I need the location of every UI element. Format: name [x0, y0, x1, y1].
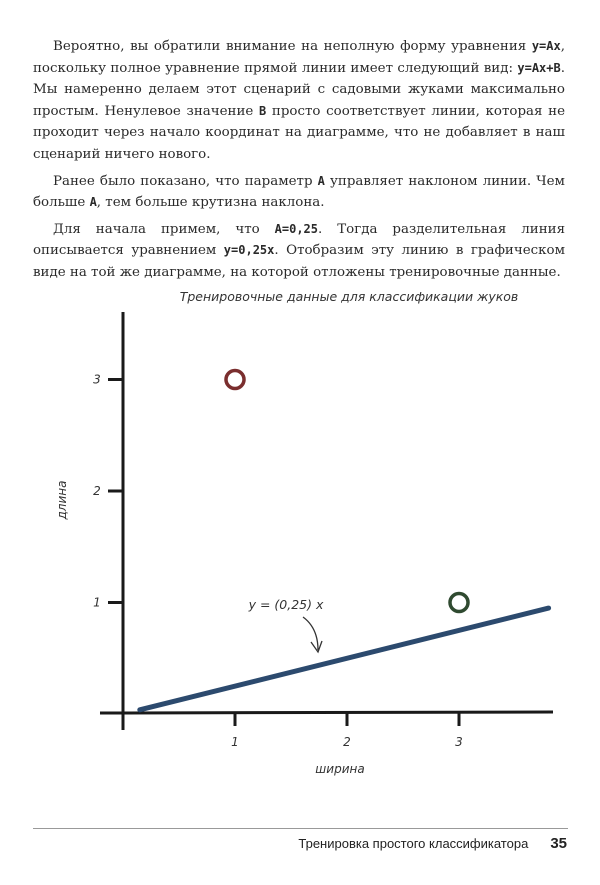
- text-run: . Тогда разделительная линия описывается уравнением: [33, 221, 566, 259]
- chart-title: Тренировочные данные для классификации жуков: [179, 289, 519, 304]
- x-tick-label: 2: [343, 735, 351, 749]
- inline-code: A: [89, 195, 97, 210]
- y-tick-label: 2: [93, 484, 101, 498]
- y-tick-label: 3: [93, 372, 101, 387]
- text-run: управляет наклоном линии. Чем больше: [33, 173, 565, 211]
- x-tick-label: 1: [231, 735, 239, 749]
- inline-code: y=Ax+B: [517, 60, 561, 75]
- x-axis: [100, 712, 553, 713]
- text-run: Ранее было показано, что параметр: [53, 173, 318, 189]
- x-axis-label: ширина: [315, 762, 365, 776]
- text-run: . Мы намеренно делаем этот сценарий с садовыми жуками максимально простым. Ненулевое значение: [33, 60, 565, 119]
- data-point: [450, 594, 468, 612]
- page-footer: [298, 835, 567, 852]
- inline-code: A: [317, 173, 325, 188]
- inline-code: A=0,25: [274, 221, 318, 236]
- inline-code: B: [259, 103, 267, 118]
- running-title: Тренировка простого классификатора: [298, 836, 529, 851]
- y-tick-label: 1: [93, 595, 101, 610]
- inline-code: y=Ax: [531, 39, 561, 53]
- text-run: , поскольку полное уравнение прямой линии имеет следующий вид:: [33, 39, 565, 76]
- data-point: [226, 371, 244, 389]
- line-equation-label: y = (0,25) x: [248, 597, 324, 612]
- arrow-icon: [303, 617, 322, 652]
- page-number: 35: [550, 835, 567, 852]
- text-run: просто соответствует линии, которая не проходит через начало координат на диаграмме, что не добавляет в наш сценарий ничего нового.: [33, 103, 565, 162]
- x-tick-label: 3: [455, 735, 463, 749]
- inline-code: y=0,25x: [223, 243, 275, 258]
- text-run: . Отобразим эту линию в графическом виде на той же диаграмме, на которой отложены тренировочные данные.: [33, 243, 565, 280]
- text-run: , тем больше крутизна наклона.: [96, 195, 325, 211]
- text-run: Для начала примем, что: [53, 221, 275, 237]
- separator-line: [140, 608, 549, 710]
- y-axis-label: длина: [55, 480, 69, 520]
- text-run: Вероятно, вы обратили внимание на неполную форму уравнения: [53, 39, 532, 54]
- footer-divider: [33, 828, 568, 829]
